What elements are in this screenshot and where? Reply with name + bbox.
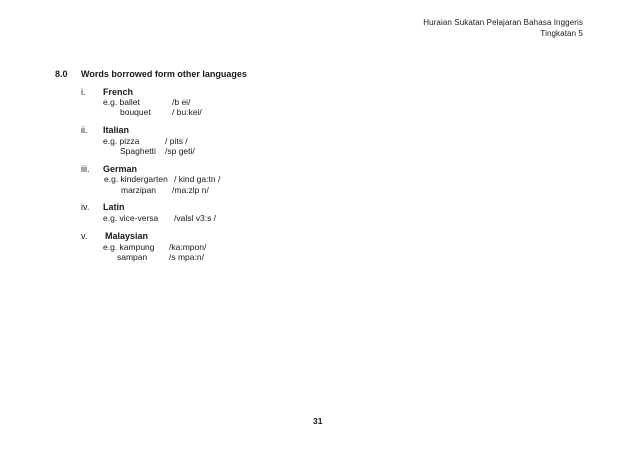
header-title: Huraian Sukatan Pelajaran Bahasa Inggeris [423, 18, 583, 27]
page-number: 31 [313, 416, 323, 426]
item-number: iv. [81, 202, 90, 212]
item-number: iii. [81, 164, 90, 174]
example-word: marzipan [121, 185, 156, 195]
pronunciation: / pits / [165, 136, 188, 146]
example-word: e.g. kampung [103, 242, 155, 252]
example-word: bouquet [120, 107, 151, 117]
pronunciation: / kind ga:tn / [174, 174, 221, 184]
pronunciation: /b ei/ [172, 97, 191, 107]
pronunciation: / bu:kei/ [172, 107, 202, 117]
section-number: 8.0 [55, 69, 68, 79]
example-word: Spaghetti [120, 146, 156, 156]
item-title: Italian [103, 125, 130, 135]
item-number: v. [81, 231, 88, 241]
pronunciation: /s mpa:n/ [169, 252, 204, 262]
pronunciation: /sp geti/ [165, 146, 195, 156]
example-word: e.g. vice-versa [103, 213, 159, 223]
item-title: French [103, 87, 134, 97]
item-number: ii. [81, 125, 88, 135]
section-title: Words borrowed form other languages [81, 69, 247, 79]
item-title: Malaysian [105, 231, 149, 241]
header-subtitle: Tingkatan 5 [540, 29, 583, 38]
example-word: e.g. pizza [103, 136, 140, 146]
item-title: German [103, 164, 138, 174]
pronunciation: /ma:zlp n/ [172, 185, 209, 195]
item-title: Latin [103, 202, 125, 212]
pronunciation: /valsl v3:s / [174, 213, 217, 223]
example-word: e.g. ballet [103, 97, 140, 107]
item-number: i. [81, 87, 86, 97]
example-word: sampan [117, 252, 148, 262]
example-word: e.g. kindergarten [104, 174, 168, 184]
pronunciation: /ka:mpon/ [169, 242, 207, 252]
